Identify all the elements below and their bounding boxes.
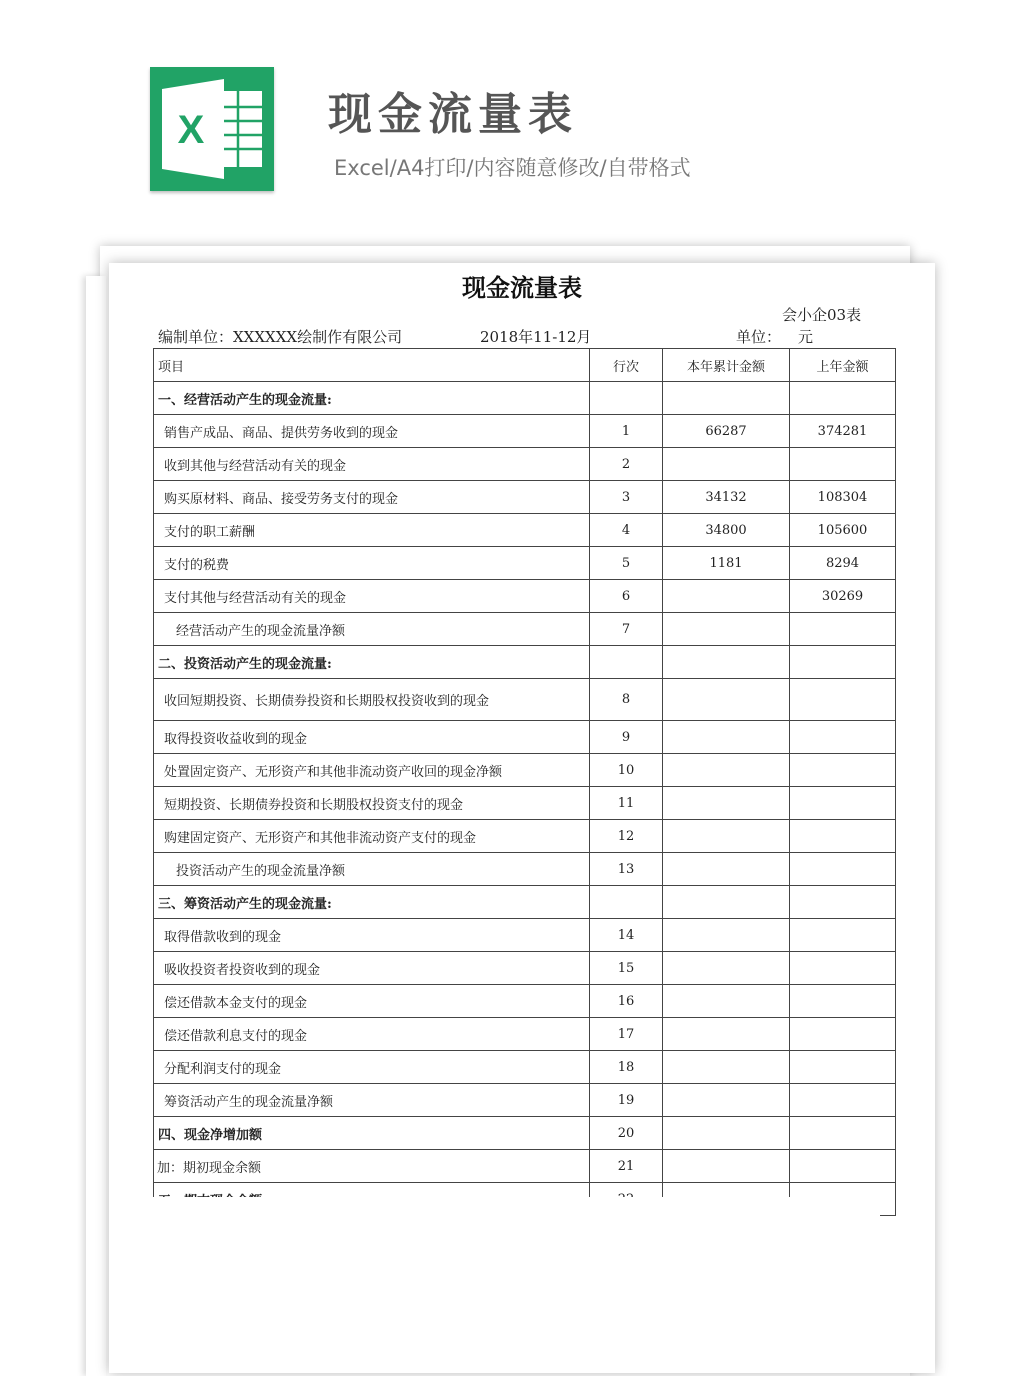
table-row (154, 919, 896, 952)
row-current-amount (663, 646, 790, 679)
table-row (154, 448, 896, 481)
header-prior: 上年金额 (790, 349, 896, 382)
row-item: 支付的职工薪酬 (154, 514, 590, 547)
table-row (154, 985, 896, 1018)
row-line-number: 3 (590, 481, 663, 514)
row-line-number: 17 (590, 1018, 663, 1051)
row-line-number: 12 (590, 820, 663, 853)
row-prior-amount (790, 886, 896, 919)
row-item: 投资活动产生的现金流量净额 (154, 853, 590, 886)
table-row (154, 1018, 896, 1051)
row-current-amount (663, 679, 790, 721)
row-line-number: 18 (590, 1051, 663, 1084)
row-prior-amount (790, 679, 896, 721)
row-prior-amount (790, 1117, 896, 1150)
row-item: 一、经营活动产生的现金流量: (154, 382, 590, 415)
row-current-amount (663, 448, 790, 481)
row-prior-amount (790, 985, 896, 1018)
row-item: 四、现金净增加额 (154, 1117, 590, 1150)
header-item: 项目 (154, 349, 590, 382)
form-code: 会小企03表 (782, 306, 862, 324)
table-row (154, 952, 896, 985)
row-prior-amount (790, 646, 896, 679)
row-item: 二、投资活动产生的现金流量: (154, 646, 590, 679)
header-line: 行次 (590, 349, 663, 382)
row-current-amount: 1181 (663, 547, 790, 580)
row-item: 筹资活动产生的现金流量净额 (154, 1084, 590, 1117)
row-item: 取得投资收益收到的现金 (154, 721, 590, 754)
unit-value: 元 (798, 328, 814, 346)
row-item: 购买原材料、商品、接受劳务支付的现金 (154, 481, 590, 514)
row-current-amount (663, 1150, 790, 1183)
row-prior-amount (790, 952, 896, 985)
row-prior-amount: 105600 (790, 514, 896, 547)
banner-title: 现金流量表 (328, 89, 578, 140)
row-current-amount (663, 1051, 790, 1084)
row-prior-amount (790, 613, 896, 646)
row-item: 偿还借款本金支付的现金 (154, 985, 590, 1018)
row-current-amount (663, 985, 790, 1018)
excel-logo-graphic (150, 67, 274, 191)
row-prior-amount: 8294 (790, 547, 896, 580)
row-current-amount (663, 754, 790, 787)
row-line-number: 8 (590, 679, 663, 721)
row-prior-amount (790, 448, 896, 481)
row-current-amount: 34800 (663, 514, 790, 547)
row-current-amount (663, 952, 790, 985)
row-item: 收回短期投资、长期债券投资和长期股权投资收到的现金 (154, 679, 590, 721)
row-line-number: 4 (590, 514, 663, 547)
row-current-amount: 34132 (663, 481, 790, 514)
row-item: 销售产成品、商品、提供劳务收到的现金 (154, 415, 590, 448)
table-row (154, 886, 896, 919)
table-row (154, 415, 896, 448)
row-item: 取得借款收到的现金 (154, 919, 590, 952)
header-current: 本年累计金额 (663, 349, 790, 382)
row-current-amount (663, 919, 790, 952)
row-prior-amount (790, 1150, 896, 1183)
row-line-number: 15 (590, 952, 663, 985)
table-row (154, 820, 896, 853)
row-current-amount (663, 787, 790, 820)
row-prior-amount: 374281 (790, 415, 896, 448)
table-row (154, 646, 896, 679)
row-current-amount (663, 613, 790, 646)
row-item: 三、筹资活动产生的现金流量: (154, 886, 590, 919)
row-prior-amount (790, 382, 896, 415)
table-row (154, 580, 896, 613)
row-item: 加：期初现金余额 (154, 1150, 590, 1183)
row-prior-amount (790, 721, 896, 754)
row-item: 购建固定资产、无形资产和其他非流动资产支付的现金 (154, 820, 590, 853)
row-line-number: 6 (590, 580, 663, 613)
row-prior-amount (790, 1018, 896, 1051)
table-row (154, 382, 896, 415)
row-line-number: 10 (590, 754, 663, 787)
sheet-title: 现金流量表 (462, 273, 582, 302)
row-prior-amount (790, 853, 896, 886)
row-item: 处置固定资产、无形资产和其他非流动资产收回的现金净额 (154, 754, 590, 787)
row-prior-amount: 108304 (790, 481, 896, 514)
page-cut (150, 1197, 880, 1217)
table-row (154, 481, 896, 514)
row-line-number: 11 (590, 787, 663, 820)
row-line-number: 5 (590, 547, 663, 580)
row-item: 支付的税费 (154, 547, 590, 580)
table-row (154, 547, 896, 580)
row-prior-amount (790, 754, 896, 787)
table-row (154, 1117, 896, 1150)
row-item: 偿还借款利息支付的现金 (154, 1018, 590, 1051)
row-item: 经营活动产生的现金流量净额 (154, 613, 590, 646)
table-row (154, 679, 896, 721)
row-item: 短期投资、长期债券投资和长期股权投资支付的现金 (154, 787, 590, 820)
table-row (154, 754, 896, 787)
row-prior-amount (790, 820, 896, 853)
row-current-amount (663, 820, 790, 853)
logo-letter: X (177, 108, 205, 152)
table-row (154, 613, 896, 646)
row-line-number (590, 382, 663, 415)
row-current-amount: 66287 (663, 415, 790, 448)
row-line-number (590, 886, 663, 919)
row-current-amount (663, 1084, 790, 1117)
table-header-row (154, 349, 896, 382)
row-current-amount (663, 886, 790, 919)
table-row (154, 721, 896, 754)
table-row (154, 787, 896, 820)
banner-subtitle: Excel/A4打印/内容随意修改/自带格式 (334, 156, 691, 180)
row-item: 分配利润支付的现金 (154, 1051, 590, 1084)
row-line-number: 9 (590, 721, 663, 754)
table-row (154, 1150, 896, 1183)
row-prior-amount (790, 919, 896, 952)
cash-flow-table (153, 348, 896, 1216)
row-current-amount (663, 580, 790, 613)
excel-logo-icon (150, 67, 274, 191)
row-line-number: 1 (590, 415, 663, 448)
row-line-number: 7 (590, 613, 663, 646)
paper-shadow-mid (86, 276, 106, 1376)
table-row (154, 853, 896, 886)
row-line-number: 16 (590, 985, 663, 1018)
row-line-number: 20 (590, 1117, 663, 1150)
table-row (154, 514, 896, 547)
row-line-number (590, 646, 663, 679)
row-item: 支付其他与经营活动有关的现金 (154, 580, 590, 613)
row-prior-amount (790, 787, 896, 820)
row-item: 吸收投资者投资收到的现金 (154, 952, 590, 985)
row-line-number: 21 (590, 1150, 663, 1183)
company-label: 编制单位：XXXXXX绘制作有限公司 (158, 328, 403, 346)
row-line-number: 14 (590, 919, 663, 952)
row-current-amount (663, 1117, 790, 1150)
row-current-amount (663, 382, 790, 415)
row-line-number: 19 (590, 1084, 663, 1117)
table-row (154, 1084, 896, 1117)
row-prior-amount: 30269 (790, 580, 896, 613)
row-line-number: 2 (590, 448, 663, 481)
report-period: 2018年11-12月 (480, 328, 592, 346)
row-current-amount (663, 1018, 790, 1051)
row-current-amount (663, 721, 790, 754)
row-line-number: 13 (590, 853, 663, 886)
row-current-amount (663, 853, 790, 886)
row-prior-amount (790, 1051, 896, 1084)
unit-label: 单位： (736, 328, 782, 346)
table-row (154, 1051, 896, 1084)
row-prior-amount (790, 1084, 896, 1117)
row-item: 收到其他与经营活动有关的现金 (154, 448, 590, 481)
